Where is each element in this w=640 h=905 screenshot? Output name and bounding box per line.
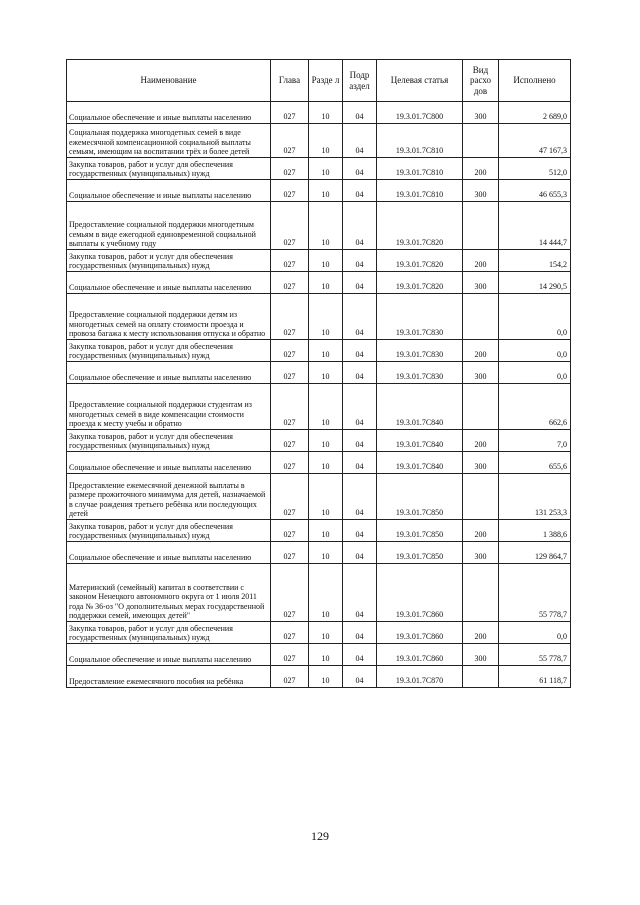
cell-target: 19.3.01.7С810 <box>377 180 463 202</box>
cell-section: 10 <box>309 384 343 430</box>
cell-target: 19.3.01.7С860 <box>377 564 463 622</box>
cell-target: 19.3.01.7С830 <box>377 362 463 384</box>
cell-subsection: 04 <box>343 542 377 564</box>
cell-subsection: 04 <box>343 272 377 294</box>
cell-target: 19.3.01.7С830 <box>377 294 463 340</box>
cell-executed: 2 689,0 <box>499 102 571 124</box>
table-row <box>67 520 571 542</box>
table-row <box>67 294 571 340</box>
cell-target: 19.3.01.7С820 <box>377 272 463 294</box>
cell-name: Закупка товаров, работ и услуг для обеспечения государственных (муниципальных) нужд <box>67 622 271 644</box>
cell-chapter: 027 <box>271 294 309 340</box>
cell-section: 10 <box>309 102 343 124</box>
cell-chapter: 027 <box>271 564 309 622</box>
cell-chapter: 027 <box>271 158 309 180</box>
cell-section: 10 <box>309 340 343 362</box>
cell-chapter: 027 <box>271 272 309 294</box>
cell-target: 19.3.01.7С830 <box>377 340 463 362</box>
cell-subsection: 04 <box>343 644 377 666</box>
cell-subsection: 04 <box>343 102 377 124</box>
cell-section: 10 <box>309 474 343 520</box>
table-row <box>67 474 571 520</box>
cell-type: 200 <box>463 520 499 542</box>
cell-chapter: 027 <box>271 666 309 688</box>
cell-subsection: 04 <box>343 384 377 430</box>
header-subsection: Подр аздел <box>343 60 377 102</box>
header-chapter: Глава <box>271 60 309 102</box>
cell-name: Материнский (семейный) капитал в соответствии с законом Ненецкого автономного округа от 1 июля 2011 года № 36-оз "О дополнительных мерах государственной поддержки семей, имеющих детей" <box>67 564 271 622</box>
cell-executed: 154,2 <box>499 250 571 272</box>
cell-subsection: 04 <box>343 622 377 644</box>
table-row <box>67 384 571 430</box>
cell-name: Предоставление ежемесячного пособия на ребёнка <box>67 666 271 688</box>
cell-section: 10 <box>309 272 343 294</box>
table-row <box>67 102 571 124</box>
cell-subsection: 04 <box>343 158 377 180</box>
table-row <box>67 340 571 362</box>
cell-name: Закупка товаров, работ и услуг для обеспечения государственных (муниципальных) нужд <box>67 430 271 452</box>
cell-name: Социальное обеспечение и иные выплаты населению <box>67 452 271 474</box>
cell-target: 19.3.01.7С870 <box>377 666 463 688</box>
cell-type: 200 <box>463 250 499 272</box>
table-row <box>67 430 571 452</box>
cell-target: 19.3.01.7С810 <box>377 158 463 180</box>
cell-chapter: 027 <box>271 474 309 520</box>
cell-subsection: 04 <box>343 250 377 272</box>
cell-executed: 7,0 <box>499 430 571 452</box>
table-header-row <box>67 60 571 102</box>
cell-type: 300 <box>463 102 499 124</box>
cell-section: 10 <box>309 622 343 644</box>
cell-chapter: 027 <box>271 384 309 430</box>
cell-name: Предоставление социальной поддержки студентам из многодетных семей в виде компенсации стоимости проезда к месту учебы и обратно <box>67 384 271 430</box>
cell-type: 300 <box>463 180 499 202</box>
cell-name: Закупка товаров, работ и услуг для обеспечения государственных (муниципальных) нужд <box>67 158 271 180</box>
cell-name: Закупка товаров, работ и услуг для обеспечения государственных (муниципальных) нужд <box>67 340 271 362</box>
cell-chapter: 027 <box>271 102 309 124</box>
cell-name: Социальное обеспечение и иные выплаты населению <box>67 542 271 564</box>
cell-type: 300 <box>463 644 499 666</box>
cell-target: 19.3.01.7С850 <box>377 474 463 520</box>
cell-name: Предоставление социальной поддержки детям из многодетных семей на оплату стоимости проезда и провоза багажа к месту использования отпуска и обратно <box>67 294 271 340</box>
cell-chapter: 027 <box>271 180 309 202</box>
cell-executed: 662,6 <box>499 384 571 430</box>
header-target: Целевая статья <box>377 60 463 102</box>
table-row <box>67 362 571 384</box>
table-row <box>67 158 571 180</box>
cell-chapter: 027 <box>271 520 309 542</box>
cell-executed: 1 388,6 <box>499 520 571 542</box>
table-row <box>67 666 571 688</box>
cell-target: 19.3.01.7С810 <box>377 124 463 158</box>
cell-section: 10 <box>309 452 343 474</box>
table-row <box>67 250 571 272</box>
cell-name: Предоставление ежемесячной денежной выплаты в размере прожиточного минимума для детей, назначаемой в случае рождения третьего ребёнка или последующих детей <box>67 474 271 520</box>
cell-type: 300 <box>463 452 499 474</box>
cell-subsection: 04 <box>343 474 377 520</box>
table-row <box>67 622 571 644</box>
table-row <box>67 564 571 622</box>
cell-chapter: 027 <box>271 202 309 250</box>
table-row <box>67 452 571 474</box>
budget-table <box>66 59 571 688</box>
cell-executed: 655,6 <box>499 452 571 474</box>
cell-target: 19.3.01.7С860 <box>377 622 463 644</box>
cell-chapter: 027 <box>271 250 309 272</box>
cell-type <box>463 474 499 520</box>
cell-section: 10 <box>309 520 343 542</box>
table-row <box>67 180 571 202</box>
cell-executed: 55 778,7 <box>499 564 571 622</box>
cell-type: 300 <box>463 542 499 564</box>
cell-executed: 0,0 <box>499 294 571 340</box>
table-row <box>67 644 571 666</box>
cell-target: 19.3.01.7С800 <box>377 102 463 124</box>
cell-section: 10 <box>309 180 343 202</box>
cell-executed: 46 655,3 <box>499 180 571 202</box>
cell-chapter: 027 <box>271 362 309 384</box>
cell-target: 19.3.01.7С850 <box>377 542 463 564</box>
cell-target: 19.3.01.7С840 <box>377 430 463 452</box>
cell-section: 10 <box>309 666 343 688</box>
cell-subsection: 04 <box>343 294 377 340</box>
cell-type: 200 <box>463 340 499 362</box>
cell-name: Предоставление социальной поддержки многодетным семьям в виде ежегодной единовременной социальной выплаты к учебному году <box>67 202 271 250</box>
cell-type: 200 <box>463 158 499 180</box>
cell-target: 19.3.01.7С820 <box>377 250 463 272</box>
cell-executed: 14 290,5 <box>499 272 571 294</box>
cell-subsection: 04 <box>343 202 377 250</box>
cell-name: Социальное обеспечение и иные выплаты населению <box>67 180 271 202</box>
cell-name: Закупка товаров, работ и услуг для обеспечения государственных (муниципальных) нужд <box>67 520 271 542</box>
cell-type: 300 <box>463 362 499 384</box>
header-section: Разде л <box>309 60 343 102</box>
cell-subsection: 04 <box>343 362 377 384</box>
cell-chapter: 027 <box>271 340 309 362</box>
cell-executed: 129 864,7 <box>499 542 571 564</box>
cell-name: Социальное обеспечение и иные выплаты населению <box>67 644 271 666</box>
cell-name: Социальное обеспечение и иные выплаты населению <box>67 362 271 384</box>
cell-chapter: 027 <box>271 452 309 474</box>
cell-executed: 14 444,7 <box>499 202 571 250</box>
cell-subsection: 04 <box>343 430 377 452</box>
cell-target: 19.3.01.7С860 <box>377 644 463 666</box>
cell-name: Социальное обеспечение и иные выплаты населению <box>67 102 271 124</box>
cell-subsection: 04 <box>343 340 377 362</box>
cell-section: 10 <box>309 542 343 564</box>
table-row <box>67 124 571 158</box>
cell-name: Социальная поддержка многодетных семей в виде ежемесячной компенсационной социальной выплаты семьям, имеющим на воспитании трёх и более детей <box>67 124 271 158</box>
cell-subsection: 04 <box>343 124 377 158</box>
cell-section: 10 <box>309 430 343 452</box>
cell-target: 19.3.01.7С840 <box>377 452 463 474</box>
budget-table-container <box>66 59 570 688</box>
cell-type: 300 <box>463 272 499 294</box>
cell-executed: 512,0 <box>499 158 571 180</box>
table-body <box>67 102 571 688</box>
page-number: 129 <box>311 829 329 843</box>
cell-type <box>463 564 499 622</box>
cell-executed: 47 167,3 <box>499 124 571 158</box>
cell-executed: 131 253,3 <box>499 474 571 520</box>
cell-chapter: 027 <box>271 644 309 666</box>
cell-section: 10 <box>309 202 343 250</box>
cell-target: 19.3.01.7С840 <box>377 384 463 430</box>
cell-chapter: 027 <box>271 124 309 158</box>
cell-executed: 0,0 <box>499 340 571 362</box>
cell-section: 10 <box>309 294 343 340</box>
cell-chapter: 027 <box>271 542 309 564</box>
cell-subsection: 04 <box>343 180 377 202</box>
table-row <box>67 272 571 294</box>
cell-name: Социальное обеспечение и иные выплаты населению <box>67 272 271 294</box>
cell-section: 10 <box>309 564 343 622</box>
header-executed: Исполнено <box>499 60 571 102</box>
cell-section: 10 <box>309 124 343 158</box>
cell-target: 19.3.01.7С850 <box>377 520 463 542</box>
cell-type: 200 <box>463 430 499 452</box>
table-row <box>67 542 571 564</box>
cell-subsection: 04 <box>343 564 377 622</box>
cell-section: 10 <box>309 158 343 180</box>
header-type: Вид расхо дов <box>463 60 499 102</box>
cell-section: 10 <box>309 250 343 272</box>
cell-type <box>463 294 499 340</box>
cell-executed: 0,0 <box>499 362 571 384</box>
cell-executed: 55 778,7 <box>499 644 571 666</box>
table-row <box>67 202 571 250</box>
cell-executed: 0,0 <box>499 622 571 644</box>
cell-section: 10 <box>309 644 343 666</box>
cell-chapter: 027 <box>271 430 309 452</box>
cell-type: 200 <box>463 622 499 644</box>
cell-chapter: 027 <box>271 622 309 644</box>
cell-type <box>463 202 499 250</box>
header-name: Наименование <box>67 60 271 102</box>
cell-section: 10 <box>309 362 343 384</box>
cell-type <box>463 384 499 430</box>
cell-subsection: 04 <box>343 520 377 542</box>
cell-subsection: 04 <box>343 666 377 688</box>
cell-type <box>463 124 499 158</box>
cell-target: 19.3.01.7С820 <box>377 202 463 250</box>
cell-type <box>463 666 499 688</box>
cell-name: Закупка товаров, работ и услуг для обеспечения государственных (муниципальных) нужд <box>67 250 271 272</box>
cell-executed: 61 118,7 <box>499 666 571 688</box>
cell-subsection: 04 <box>343 452 377 474</box>
